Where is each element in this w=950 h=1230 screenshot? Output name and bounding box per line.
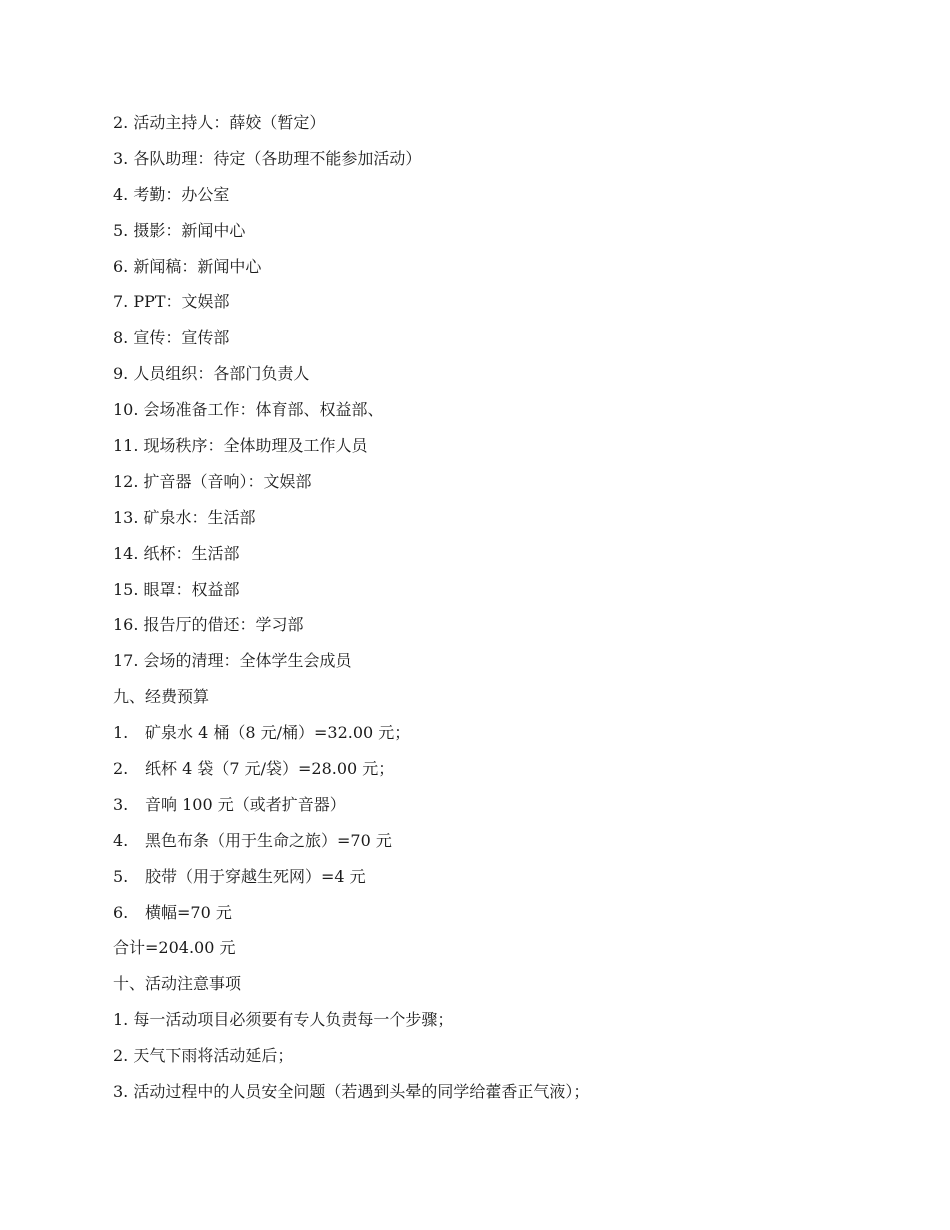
assignment-item: 7. PPT：文娱部 [113,292,230,312]
budget-total: 合计=204.00 元 [113,938,236,958]
assignment-item: 11. 现场秩序：全体助理及工作人员 [113,436,368,456]
assignment-item: 15. 眼罩：权益部 [113,579,240,599]
budget-item-text: 矿泉水 4 桶（8 元/桶）=32.00 元； [145,723,411,743]
assignment-item: 10. 会场准备工作：体育部、权益部、 [113,400,384,420]
budget-item-number: 1. [113,723,129,743]
assignment-item: 17. 会场的清理：全体学生会成员 [113,651,352,671]
budget-item-number: 2. [113,759,129,779]
assignment-item: 6. 新闻稿：新闻中心 [113,256,262,276]
budget-item [113,895,893,931]
note-item: 3. 活动过程中的人员安全问题（若遇到头晕的同学给藿香正气液）； [113,1082,590,1102]
notes-section [113,966,893,1110]
budget-item-text: 音响 100 元（或者扩音器） [145,794,346,814]
assignment-item: 16. 报告厅的借还：学习部 [113,615,304,635]
budget-item [113,715,893,751]
budget-item [113,787,893,823]
assignment-item: 12. 扩音器（音响）：文娱部 [113,471,312,491]
assignment-item: 4. 考勤：办公室 [113,184,230,204]
assignment-list [113,105,893,679]
budget-item-text: 黑色布条（用于生命之旅）=70 元 [145,830,392,850]
assignment-item: 9. 人员组织：各部门负责人 [113,364,310,384]
budget-heading: 九、经费预算 [113,687,210,707]
assignment-item: 5. 摄影：新闻中心 [113,220,246,240]
note-item: 1. 每一活动项目必须要有专人负责每一个步骤； [113,1010,454,1030]
document-page [113,105,893,1110]
budget-item-number: 5. [113,866,129,886]
assignment-item: 2. 活动主持人：薛姣（暂定） [113,113,326,132]
budget-item-text: 横幅=70 元 [145,902,232,922]
budget-item-text: 胶带（用于穿越生死网）=4 元 [145,866,366,886]
note-item: 2. 天气下雨将活动延后； [113,1046,294,1066]
budget-item-number: 3. [113,794,129,814]
budget-item-text: 纸杯 4 袋（7 元/袋）=28.00 元； [145,759,395,779]
budget-item-number: 4. [113,830,129,850]
assignment-item: 14. 纸杯：生活部 [113,543,240,563]
assignment-item: 3. 各队助理：待定（各助理不能参加活动） [113,148,422,168]
budget-item [113,859,893,895]
notes-heading: 十、活动注意事项 [113,974,242,994]
budget-section [113,679,893,966]
budget-item-number: 6. [113,902,129,922]
assignment-item: 13. 矿泉水：生活部 [113,507,256,527]
budget-item [113,751,893,787]
budget-item [113,823,893,859]
assignment-item: 8. 宣传：宣传部 [113,328,230,348]
